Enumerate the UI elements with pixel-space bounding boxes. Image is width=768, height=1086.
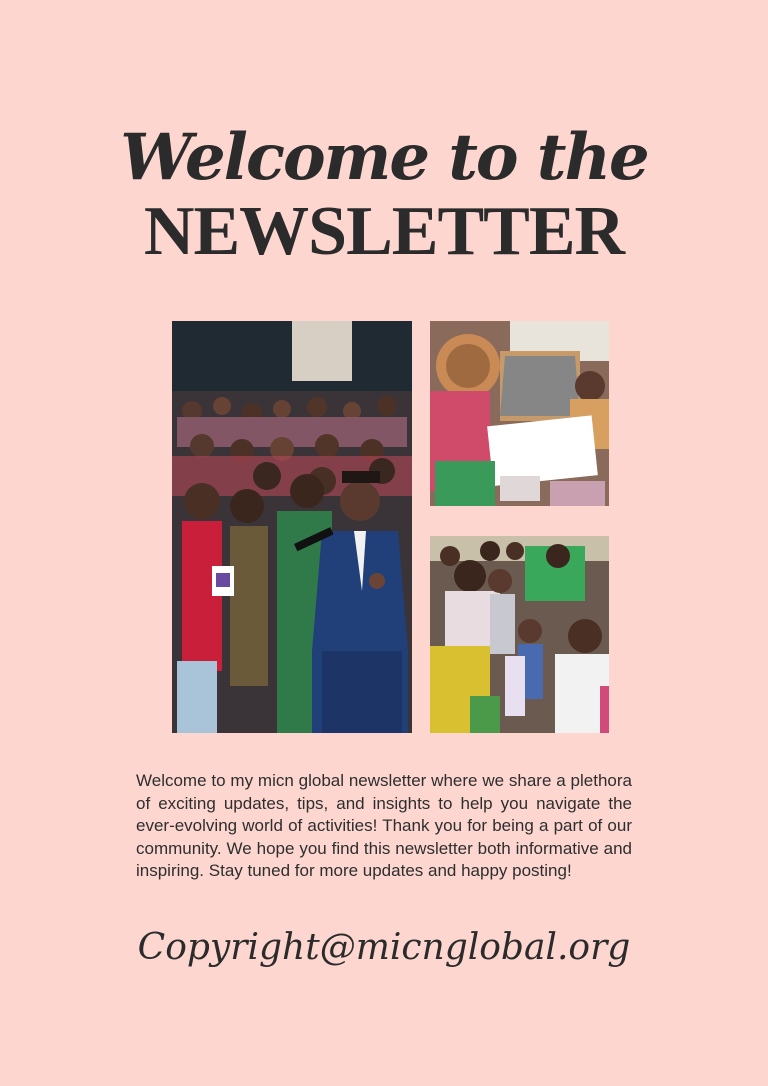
- medical-outreach-photo-icon: [430, 321, 609, 506]
- children-gathering-photo-icon: [430, 536, 609, 733]
- intro-paragraph: Welcome to my micn global newsletter where we share a plethora of exciting updates, tips, and insights to help you navigate the ever-evolving world of activities! Thank you for being a part of our community. We hope you find this newsletter both informative and inspiring. Stay tuned for more updates and happy posting!: [136, 771, 632, 880]
- title-line-1: Welcome to the: [120, 120, 648, 195]
- crowd-photo-icon: [172, 321, 412, 733]
- bottom-right-photo: [430, 536, 609, 733]
- main-photo: [172, 321, 412, 733]
- copyright-signature: Copyright@micnglobal.org: [137, 927, 631, 968]
- title-line-2: NEWSLETTER: [143, 193, 625, 270]
- top-right-photo: [430, 321, 609, 506]
